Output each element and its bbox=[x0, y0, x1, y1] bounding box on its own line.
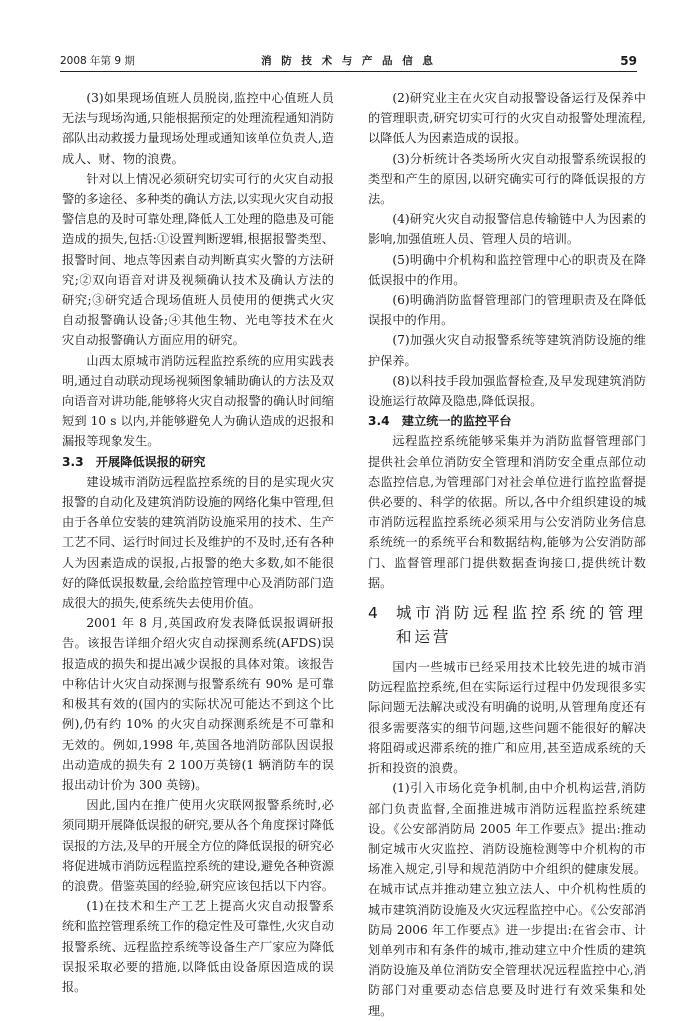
paragraph: (8)以科技手段加强监督检查,及早发现建筑消防设施运行故障及隐患,降低误报。 bbox=[368, 373, 646, 409]
paragraph: (6)明确消防监督管理部门的管理职责及在降低误报中的作用。 bbox=[368, 293, 646, 328]
paragraph: 国内一些城市已经采用技术比较先进的城市消防远程监控系统,但在实际运行过程中仍发现很多实际问题无法解决或没有明确的说明,从管理角度还有很多需要落实的细节问题,这些问题不能很好的解决将阻碍或迟滞系统的推广和应用,甚至造成系统的夭折和投资的浪费。 bbox=[368, 660, 646, 776]
issue-label: 2008 年第 9 期 bbox=[60, 55, 135, 67]
section-number: 4 bbox=[368, 604, 381, 623]
page-number: 59 bbox=[620, 54, 637, 68]
subsection-heading: 3.3 开展降低误报的研究 bbox=[62, 454, 206, 469]
paragraph: (5)明确中介机构和监控管理中心的职责及在降低误报中的作用。 bbox=[368, 252, 646, 287]
paragraph: 远程监控系统能够采集并为消防监督管理部门提供社会单位消防安全管理和消防安全重点部位动态监控信息,为管理部门对社会单位进行监控监督提供必要的、科学的依据。所以,各中介组织建设的城市消防远程监控系统必须采用与公安消防业务信息系统统一的系统平台和数据结构,能够为公安消防部门、监督管理部门提供数据查询接口,提供统计数据。 bbox=[368, 434, 646, 590]
paragraph: (1)引入市场化竞争机制,由中介机构运营,消防部门负责监督,全面推进城市消防远程监控系统建设。《公安部消防局 2005 年工作要点》提出:推动制定城市火灾监控、消防设施检测等中介机构的市场准入规定,引导和规范消防中介组织的健康发展。在城市试点并推动建立独立法人、中介机构性质的城市建筑消防设施及火灾远程监控中心。《公安部消防局 2006 年工作要点》进一步提出:在省会市、计划单列市和有条件的城市,推动建立中介性质的建筑消防设施及单位消防安全管理状况远程监控中心,消防部门对重要动态信息要及时进行有效采集和处理。 bbox=[368, 781, 646, 1018]
journal-title: 消 防 技 术 与 产 品 信 息 bbox=[261, 55, 436, 67]
subsection-heading: 3.4 建立统一的监控平台 bbox=[368, 414, 512, 429]
right-column bbox=[368, 88, 646, 1021]
running-header bbox=[60, 46, 637, 72]
paragraph: (2)研究业主在火灾自动报警设备运行及保养中的管理职责,研究切实可行的火灾自动报警处理流程,以降低人为因素造成的误报。 bbox=[368, 91, 646, 146]
left-column bbox=[62, 88, 334, 997]
paragraph: 因此,国内在推广使用火灾联网报警系统时,必须同期开展降低误报的研究,要从各个角度探讨降低误报的方法,及早的开展全方位的降低误报的研究必将促进城市消防远程监控系统的建设,避免各种资源的浪费。借鉴英国的经验,研究应该包括以下内容。 bbox=[62, 798, 334, 893]
paragraph: (4)研究火灾自动报警信息传输链中人为因素的影响,加强值班人员、管理人员的培训。 bbox=[368, 212, 646, 247]
paragraph: 针对以上情况必须研究切实可行的火灾自动报警的多途径、多种类的确认方法,以实现火灾自动报警信息的及时可靠处理,降低人工处理的隐患及可能造成的损失,包括:①设置判断逻辑,根据报警类型、报警时间、地点等因素自动判断真实火警的方法研究;②双向语音对讲及视频确认技术及确认方法的研究;③研究适合现场值班人员使用的便携式火灾自动报警确认设备;④其他生物、光电等技术在火灾自动报警确认方面应用的研究。 bbox=[62, 171, 334, 348]
paragraph: (1)在技术和生产工艺上提高火灾自动报警系统和监控管理系统工作的稳定性及可靠性,火灾自动报警系统、远程监控系统等设备生产厂家应为降低误报采取必要的措施,以降低由设备原因造成的误报。 bbox=[62, 899, 334, 994]
section-heading bbox=[368, 601, 646, 649]
paragraph: (7)加强火灾自动报警系统等建筑消防设施的维护保养。 bbox=[368, 333, 646, 368]
paragraph: 山西太原城市消防远程监控系统的应用实践表明,通过自动联动现场视频图象辅助确认的方法及双向语音对讲功能,能够将火灾自动报警的确认时间缩短到 10 s 以内,并能够避免人为确认造成的迟报和漏报等现象发生。 bbox=[62, 353, 334, 449]
section-title: 城市消防远程监控系统的管理和运营 bbox=[396, 604, 646, 647]
paragraph: (3)如果现场值班人员脱岗,监控中心值班人员无法与现场沟通,只能根据预定的处理流程通知消防部队出动救援力量现场处理或通知该单位负责人,造成人、财、物的浪费。 bbox=[62, 91, 334, 166]
paragraph: (3)分析统计各类场所火灾自动报警系统误报的类型和产生的原因,以研究确实可行的降低误报的方法。 bbox=[368, 151, 646, 207]
paragraph: 建设城市消防远程监控系统的目的是实现火灾报警的自动化及建筑消防设施的网络化集中管理,但由于各单位安装的建筑消防设施采用的技术、生产工艺不同、运行时间过长及维护的不及时,还有各种人为因素造成的误报,占报警的绝大多数,如不能很好的降低误报数量,会给监控管理中心及消防部门造成很大的损失,使系统失去使用价值。 bbox=[62, 474, 334, 611]
paragraph: 2001 年 8 月,英国政府发表降低误报调研报告。该报告详细介绍火灾自动探测系统(AFDS)误报造成的损失和提出减少误报的具体对策。该报告中称估计火灾自动探测与报警系统有 90% 是可靠和极其有效的(国内的实际状况可能达不到这个比例),仍有约 10% 的火灾自动探测系统是不可靠和无效的。例如,1998 年,英国各地消防部队因误报出动造成的损失有 2 100万英镑(1 辆消防车的误报出动计价为 300 英镑)。 bbox=[62, 616, 334, 792]
